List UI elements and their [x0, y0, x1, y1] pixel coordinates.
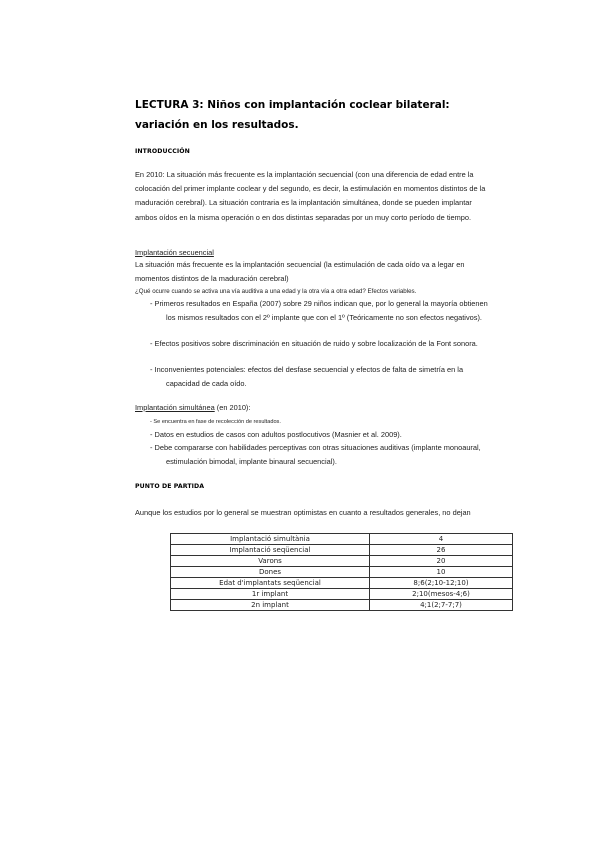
table-cell-value: 20	[370, 556, 513, 567]
secuencial-paragraph: La situación más frecuente es la implantación secuencial (la estimulación de cada oído va a legar en momentos distintos de la maduración cerebral)	[135, 260, 465, 284]
table-row	[171, 600, 513, 611]
bullet-text: - Datos en estudios de casos con adultos postlocutivos (Masnier et al. 2009).	[150, 430, 402, 439]
intro-heading: INTRODUCCIÓN	[135, 148, 190, 155]
table-cell-value: 4;1(2;7-7;7)	[370, 600, 513, 611]
bullet-text: - Primeros resultados en España (2007) sobre 29 niños indican que, por lo general la mayoría obtienen los mismos resultados con el 2º implante que con el 1º (Teóricamente no son efectos negativos).	[150, 299, 488, 322]
table-cell-value: 2;10(mesos-4;6)	[370, 589, 513, 600]
intro-paragraph: En 2010: La situación más frecuente es la implantación secuencial (con una diferencia de edad entre la colocación del primer implante coclear y del segundo, es decir, la estimulación en momentos distintos de la maduración cerebral). La situación contraria es la implantación simultánea, donde se pueden implantar ambos oídos en la misma operación o en dos distintas separadas por un muy corto período de tiempo.	[135, 170, 486, 222]
table-row	[171, 556, 513, 567]
document-title: LECTURA 3: Niños con implantación coclear bilateral: variación en los resultados.	[135, 99, 450, 131]
secuencial-bullet-1	[150, 297, 495, 324]
partida-heading: PUNTO DE PARTIDA	[135, 483, 205, 490]
table-row	[171, 589, 513, 600]
secuencial-question: ¿Qué ocurre cuando se activa una vía auditiva a una edad y la otra vía a otra edad? Efectos variables.	[135, 288, 417, 295]
table-cell-label: Implantació seqüencial	[171, 545, 370, 556]
partida-paragraph: Aunque los estudios por lo general se muestran optimistas en cuanto a resultados generales, no dejan	[135, 508, 471, 517]
table-cell-value: 8;6(2;10-12;10)	[370, 578, 513, 589]
table-cell-label: Edat d'implantats seqüencial	[171, 578, 370, 589]
simultanea-subheading: Implantación simultánea	[135, 403, 215, 412]
bullet-text: - Debe compararse con habilidades perceptivas con otras situaciones auditivas (implante monoaural, estimulación bimodal, implante binaural secuencial).	[150, 443, 481, 466]
simultanea-subheading-line	[135, 403, 250, 412]
table-cell-label: Varons	[171, 556, 370, 567]
table-row	[171, 545, 513, 556]
bullet-text: - Se encuentra en fase de recolección de resultados.	[150, 419, 281, 425]
table-cell-label: 2n implant	[171, 600, 370, 611]
simultanea-subheading-suffix: (en 2010):	[214, 403, 251, 412]
table-row	[171, 567, 513, 578]
bullet-text: - Efectos positivos sobre discriminación en situación de ruido y sobre localización de la Font sonora.	[150, 339, 478, 348]
table-row	[171, 534, 513, 545]
secuencial-subheading: Implantación secuencial	[135, 248, 214, 257]
table-cell-value: 4	[370, 534, 513, 545]
table-cell-value: 26	[370, 545, 513, 556]
table-cell-value: 10	[370, 567, 513, 578]
secuencial-bullet-2	[150, 337, 495, 351]
table-cell-label: Dones	[171, 567, 370, 578]
table-row	[171, 578, 513, 589]
table-cell-label: 1r implant	[171, 589, 370, 600]
secuencial-bullet-3	[150, 363, 495, 390]
simultanea-bullet-3	[150, 441, 495, 468]
simultanea-bullet-2	[150, 428, 495, 442]
table-cell-label: Implantació simultània	[171, 534, 370, 545]
results-table	[170, 533, 513, 611]
bullet-text: - Inconvenientes potenciales: efectos del desfase secuencial y efectos de falta de simetría en la capacidad de cada oído.	[150, 365, 464, 388]
